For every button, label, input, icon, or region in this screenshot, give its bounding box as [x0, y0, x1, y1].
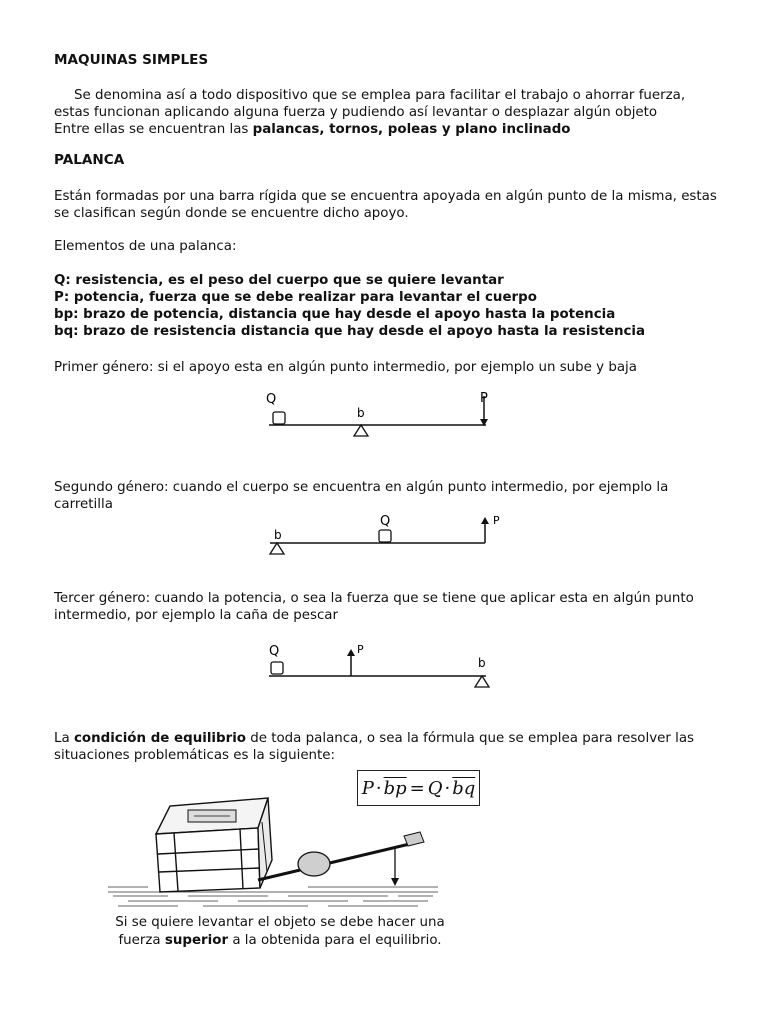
formula-dot-1: · — [375, 777, 382, 799]
label-p: P — [480, 391, 488, 406]
fulcrum-triangle — [354, 425, 368, 436]
lever-diagram-third-class — [262, 638, 498, 692]
caption-bold: superior — [164, 933, 229, 948]
segundo-genero-line-2: carretilla — [54, 497, 113, 512]
intro-line-3 — [54, 121, 571, 138]
element-bq: bq: brazo de resistencia distancia que hay desde el apoyo hasta la resistencia — [54, 324, 646, 339]
illustration-lever — [258, 842, 418, 880]
equilibrio-suffix: de toda palanca, o sea la fórmula que se emplea para resolver las — [245, 731, 695, 746]
label-p: P — [357, 643, 364, 656]
load-box — [379, 530, 391, 542]
formula-bp: $\overline{bp}$ — [383, 777, 407, 799]
equilibrio-line-2: situaciones problemáticas es la siguiente: — [54, 748, 336, 763]
label-p: P — [493, 514, 500, 527]
label-b: b — [357, 406, 365, 420]
equilibrio-bold: condición de equilibrio — [73, 731, 246, 746]
lever-diagram-second-class — [262, 508, 512, 560]
force-arrow-head — [481, 517, 489, 524]
crate — [156, 798, 272, 892]
ground-hatching — [108, 887, 438, 906]
label-q: Q — [266, 392, 277, 407]
caption-line-2 — [100, 932, 460, 950]
intro-line-2: estas funcionan aplicando alguna fuerza y pudiendo así levantar o desplazar algún objeto — [54, 105, 658, 120]
illustration-fulcrum — [298, 852, 330, 876]
load-box — [271, 662, 283, 674]
caption-suffix: a la obtenida para el equilibrio. — [228, 933, 442, 948]
equilibrio-line-1 — [54, 730, 694, 747]
section-heading-palanca: PALANCA — [54, 152, 125, 168]
formula-p: P — [361, 777, 374, 799]
equilibrio-prefix: La — [54, 731, 74, 746]
tercer-genero-line-2: intermedio, por ejemplo la caña de pescar — [54, 608, 339, 623]
label-b: b — [274, 528, 282, 542]
label-b: b — [478, 656, 486, 670]
force-arrow-head — [347, 649, 355, 656]
formula-equals: = — [409, 777, 425, 799]
intro-line-1: Se denomina así a todo dispositivo que se emplea para facilitar el trabajo o ahorrar fuerza, — [74, 88, 686, 103]
segundo-genero-line-1: Segundo género: cuando el cuerpo se encuentra en algún punto intermedio, por ejemplo la — [54, 480, 669, 495]
intro-line-3-bold: palancas, tornos, poleas y plano inclinado — [252, 122, 571, 137]
fulcrum-triangle — [270, 543, 284, 554]
caption-prefix: fuerza — [118, 933, 165, 948]
intro-line-3-text: Entre ellas se encuentran las — [54, 122, 253, 137]
element-bp: bp: brazo de potencia, distancia que hay desde el apoyo hasta la potencia — [54, 307, 616, 322]
caption-line-1: Si se quiere levantar el objeto se debe hacer una — [115, 915, 445, 930]
illustration-force-head — [391, 878, 399, 886]
load-box — [273, 412, 285, 424]
element-q: Q: resistencia, es el peso del cuerpo que se quiere levantar — [54, 273, 504, 288]
element-p: P: potencia, fuerza que se debe realizar para levantar el cuerpo — [54, 290, 537, 305]
tercer-genero-line-1: Tercer género: cuando la potencia, o sea la fuerza que se tiene que aplicar esta en algún punto — [54, 591, 694, 606]
formula-bq: $\overline{bq}$ — [452, 777, 476, 799]
page-title: MAQUINAS SIMPLES — [54, 52, 209, 68]
formula-dot-2: · — [444, 777, 451, 799]
fulcrum-triangle — [475, 676, 489, 687]
lever-diagram-first-class — [262, 388, 498, 440]
palanca-desc-1: Están formadas por una barra rígida que se encuentra apoyada en algún punto de la misma, estas — [54, 189, 717, 204]
primer-genero-text: Primer género: si el apoyo esta en algún punto intermedio, por ejemplo un sube y baja — [54, 360, 637, 375]
label-q: Q — [380, 514, 391, 529]
crate-lever-illustration — [108, 792, 438, 910]
label-q: Q — [269, 644, 280, 659]
palanca-desc-2: se clasifican según donde se encuentre dicho apoyo. — [54, 206, 409, 221]
elements-title: Elementos de una palanca: — [54, 239, 237, 254]
hand — [404, 832, 424, 846]
formula-q: Q — [427, 777, 443, 799]
